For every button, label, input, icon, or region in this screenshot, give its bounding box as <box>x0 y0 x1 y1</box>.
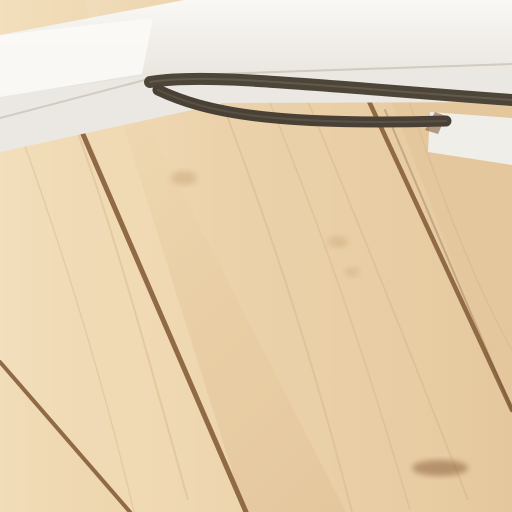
knot-mark <box>344 267 360 277</box>
knot-mark <box>328 236 348 248</box>
knot-mark <box>412 460 468 476</box>
knot-mark <box>171 171 197 185</box>
